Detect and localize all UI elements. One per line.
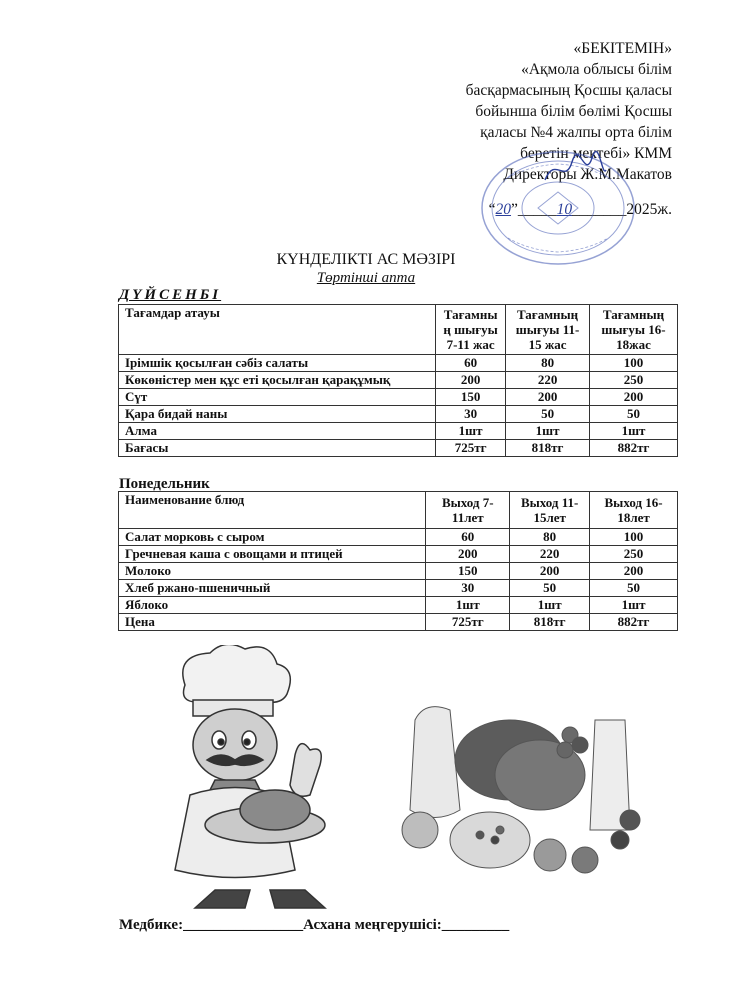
date-month: 10 bbox=[556, 201, 573, 218]
dish-name: Алма bbox=[119, 423, 436, 440]
table-row bbox=[119, 372, 678, 389]
approval-line: басқармасының Қосшы қаласы bbox=[465, 82, 672, 99]
table-header bbox=[119, 305, 678, 355]
dish-name: Хлеб ржано-пшеничный bbox=[119, 580, 426, 597]
table-row bbox=[119, 563, 678, 580]
footer-signatures: Медбике:________________Асхана меңгерушісі:_________ bbox=[119, 917, 510, 933]
table-row bbox=[119, 529, 678, 546]
cell: 1шт bbox=[436, 423, 506, 440]
day-title-kz: ДҮЙСЕНБІ bbox=[119, 287, 222, 303]
cell: 1шт bbox=[510, 597, 590, 614]
header-col: Выход 7-11лет bbox=[426, 492, 510, 529]
approval-date: “20”_____10_______2025ж. bbox=[488, 201, 672, 218]
header-dish: Наименование блюд bbox=[119, 492, 426, 529]
cell: 200 bbox=[436, 372, 506, 389]
header-col: Тағамны ң шығуы 7-11 жас bbox=[436, 305, 506, 355]
cell: 200 bbox=[510, 563, 590, 580]
signature bbox=[540, 150, 610, 190]
cell: 60 bbox=[426, 529, 510, 546]
cell: 220 bbox=[506, 372, 590, 389]
approval-line: «БЕКІТЕМІН» bbox=[573, 40, 672, 57]
cell: 50 bbox=[506, 406, 590, 423]
director-line: Директоры Ж.М.Макатов bbox=[503, 166, 672, 183]
table-row-price bbox=[119, 614, 678, 631]
cell: 1шт bbox=[590, 597, 678, 614]
table-row bbox=[119, 389, 678, 406]
cell: 818тг bbox=[510, 614, 590, 631]
dish-name: Цена bbox=[119, 614, 426, 631]
cell: 80 bbox=[510, 529, 590, 546]
header-col: Тағамның шығуы 11-15 жас bbox=[506, 305, 590, 355]
dish-name: Қара бидай наны bbox=[119, 406, 436, 423]
dish-name: Салат морковь с сыром bbox=[119, 529, 426, 546]
cell: 882тг bbox=[590, 614, 678, 631]
cell: 150 bbox=[436, 389, 506, 406]
cell: 725тг bbox=[436, 440, 506, 457]
approval-line: беретін мектебі» КММ bbox=[520, 145, 672, 162]
date-day: 20 bbox=[495, 201, 512, 218]
cell: 200 bbox=[590, 563, 678, 580]
approval-line: «Ақмола облысы білім bbox=[521, 61, 672, 78]
cell: 725тг bbox=[426, 614, 510, 631]
date-prefix: “ bbox=[488, 201, 496, 218]
dish-name: Бағасы bbox=[119, 440, 436, 457]
date-year: 2025ж. bbox=[626, 201, 672, 218]
cell: 80 bbox=[506, 355, 590, 372]
dish-name: Көкөністер мен құс еті қосылған қарақұмық bbox=[119, 372, 436, 389]
cell: 250 bbox=[590, 546, 678, 563]
cell: 100 bbox=[590, 529, 678, 546]
menu-table-ru bbox=[118, 491, 678, 631]
cell: 1шт bbox=[506, 423, 590, 440]
cell: 100 bbox=[590, 355, 678, 372]
page-title: КҮНДЕЛІКТІ АС МӘЗІРІ bbox=[276, 251, 456, 268]
table-row-price bbox=[119, 440, 678, 457]
cell: 150 bbox=[426, 563, 510, 580]
header-dish: Тағамдар атауы bbox=[119, 305, 436, 355]
dish-name: Молоко bbox=[119, 563, 426, 580]
dish-name: Ірімшік қосылған сәбіз салаты bbox=[119, 355, 436, 372]
table-row bbox=[119, 597, 678, 614]
chef-illustration bbox=[145, 645, 375, 915]
cell: 250 bbox=[590, 372, 678, 389]
cell: 200 bbox=[590, 389, 678, 406]
table-row bbox=[119, 355, 678, 372]
dish-name: Гречневая каша с овощами и птицей bbox=[119, 546, 426, 563]
table-row bbox=[119, 546, 678, 563]
header-col: Выход 16-18лет bbox=[590, 492, 678, 529]
day-title-ru: Понедельник bbox=[119, 476, 210, 492]
dish-name: Яблоко bbox=[119, 597, 426, 614]
cell: 60 bbox=[436, 355, 506, 372]
cell: 30 bbox=[426, 580, 510, 597]
cell: 50 bbox=[590, 580, 678, 597]
cell: 1шт bbox=[426, 597, 510, 614]
dish-name: Сүт bbox=[119, 389, 436, 406]
table-row bbox=[119, 406, 678, 423]
cell: 50 bbox=[510, 580, 590, 597]
header-col: Тағамның шығуы 16-18жас bbox=[590, 305, 678, 355]
approval-line: бойынша білім бөлімі Қосшы bbox=[475, 103, 672, 120]
cell: 882тг bbox=[590, 440, 678, 457]
header-col: Выход 11-15лет bbox=[510, 492, 590, 529]
cell: 220 bbox=[510, 546, 590, 563]
table-header bbox=[119, 492, 678, 529]
page-subtitle: Төртінші апта bbox=[316, 270, 416, 286]
approval-line: қаласы №4 жалпы орта білім bbox=[480, 124, 672, 141]
cell: 818тг bbox=[506, 440, 590, 457]
cell: 200 bbox=[426, 546, 510, 563]
cell: 50 bbox=[590, 406, 678, 423]
date-mid: ” bbox=[511, 201, 518, 218]
food-illustration bbox=[400, 690, 650, 890]
table-row bbox=[119, 423, 678, 440]
cell: 30 bbox=[436, 406, 506, 423]
cell: 1шт bbox=[590, 423, 678, 440]
table-row bbox=[119, 580, 678, 597]
menu-table-kz bbox=[118, 304, 678, 457]
cell: 200 bbox=[506, 389, 590, 406]
